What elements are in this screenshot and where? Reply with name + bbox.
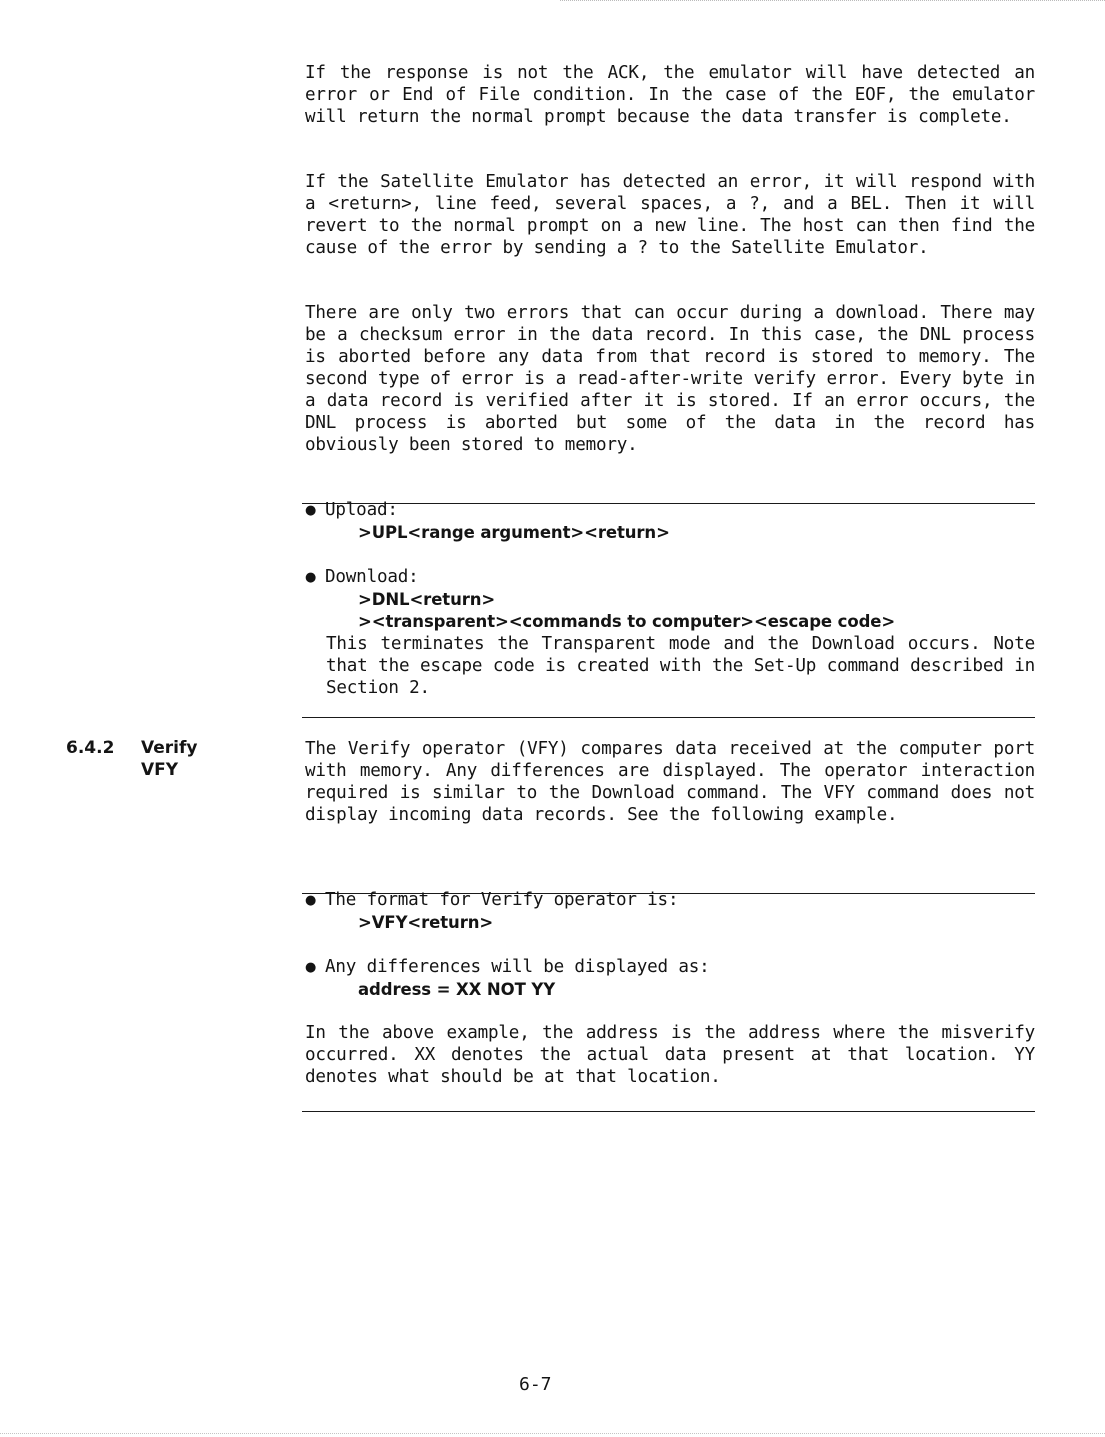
scan-artifact-top (560, 0, 1105, 1)
paragraph-download-errors (305, 302, 1035, 456)
verify-box (305, 889, 1035, 1001)
paragraph-download-errors-text: There are only two errors that can occur during a download. There may be a checksum error in the data record. In this case, the DNL process is aborted before any data from that record is stored to memory. The second type of error is a read-after-write verify error. Every byte in a data record is verified after it is stored. If an error occurs, the DNL process is aborted but some of the data in the record has obviously been stored to memory. (305, 303, 1035, 455)
page-number: 6-7 (519, 1374, 552, 1395)
bullet-icon: ● (305, 570, 317, 585)
paragraph-eof-text: If the response is not the ACK, the emulator will have detected an error or End of File condition. In the case of the EOF, the emulator will return the normal prompt because the data transfer is complete. (305, 63, 1035, 127)
upload-label: Upload: (325, 500, 398, 520)
download-note: This terminates the Transparent mode and the Download occurs. Note that the escape code is created with the Set-Up command described in Section 2. (326, 634, 1035, 698)
paragraph-error-response (305, 171, 1035, 259)
box-bottom-rule (302, 717, 1035, 718)
download-item (305, 566, 1035, 589)
format-item (305, 889, 1035, 912)
paragraph-error-response-text: If the Satellite Emulator has detected an error, it will respond with a <return>, line feed, several spaces, a ?, and a BEL. Then it will revert to the normal prompt on a new line. The host can then find the cause of the error by sending a ? to the Satellite Emulator. (305, 172, 1035, 258)
scan-artifact-bottom (0, 1433, 1105, 1434)
bullet-icon: ● (305, 893, 317, 908)
upload-download-box (305, 499, 1035, 699)
transparent-command: ><transparent><commands to computer><escape code> (358, 612, 896, 631)
paragraph-verify (305, 738, 1035, 826)
box2-bottom-rule (302, 1111, 1035, 1112)
upload-item (305, 499, 1035, 522)
paragraph-misverify (305, 1022, 1035, 1088)
download-label: Download: (325, 567, 419, 587)
section-title: Verify (141, 738, 198, 758)
format-label: The format for Verify operator is: (325, 890, 679, 910)
differences-label: Any differences will be displayed as: (325, 957, 710, 977)
paragraph-misverify-text: In the above example, the address is the address where the misverify occurred. XX denotes the actual data present at that location. YY denotes what should be at that location. (305, 1023, 1035, 1087)
bullet-icon: ● (305, 503, 317, 518)
differences-format: address = XX NOT YY (358, 980, 556, 999)
bullet-icon: ● (305, 960, 317, 975)
verify-command: >VFY<return> (358, 913, 494, 932)
paragraph-eof (305, 62, 1035, 128)
download-command: >DNL<return> (358, 590, 496, 609)
section-number: 6.4.2 (66, 738, 115, 758)
section-subtitle: VFY (141, 760, 179, 780)
paragraph-verify-text: The Verify operator (VFY) compares data received at the computer port with memory. Any differences are displayed. The operator interaction required is similar to the Download command. The VFY command does not display incoming data records. See the following example. (305, 739, 1035, 825)
differences-item (305, 956, 1035, 979)
upload-command: >UPL<range argument><return> (358, 523, 670, 542)
